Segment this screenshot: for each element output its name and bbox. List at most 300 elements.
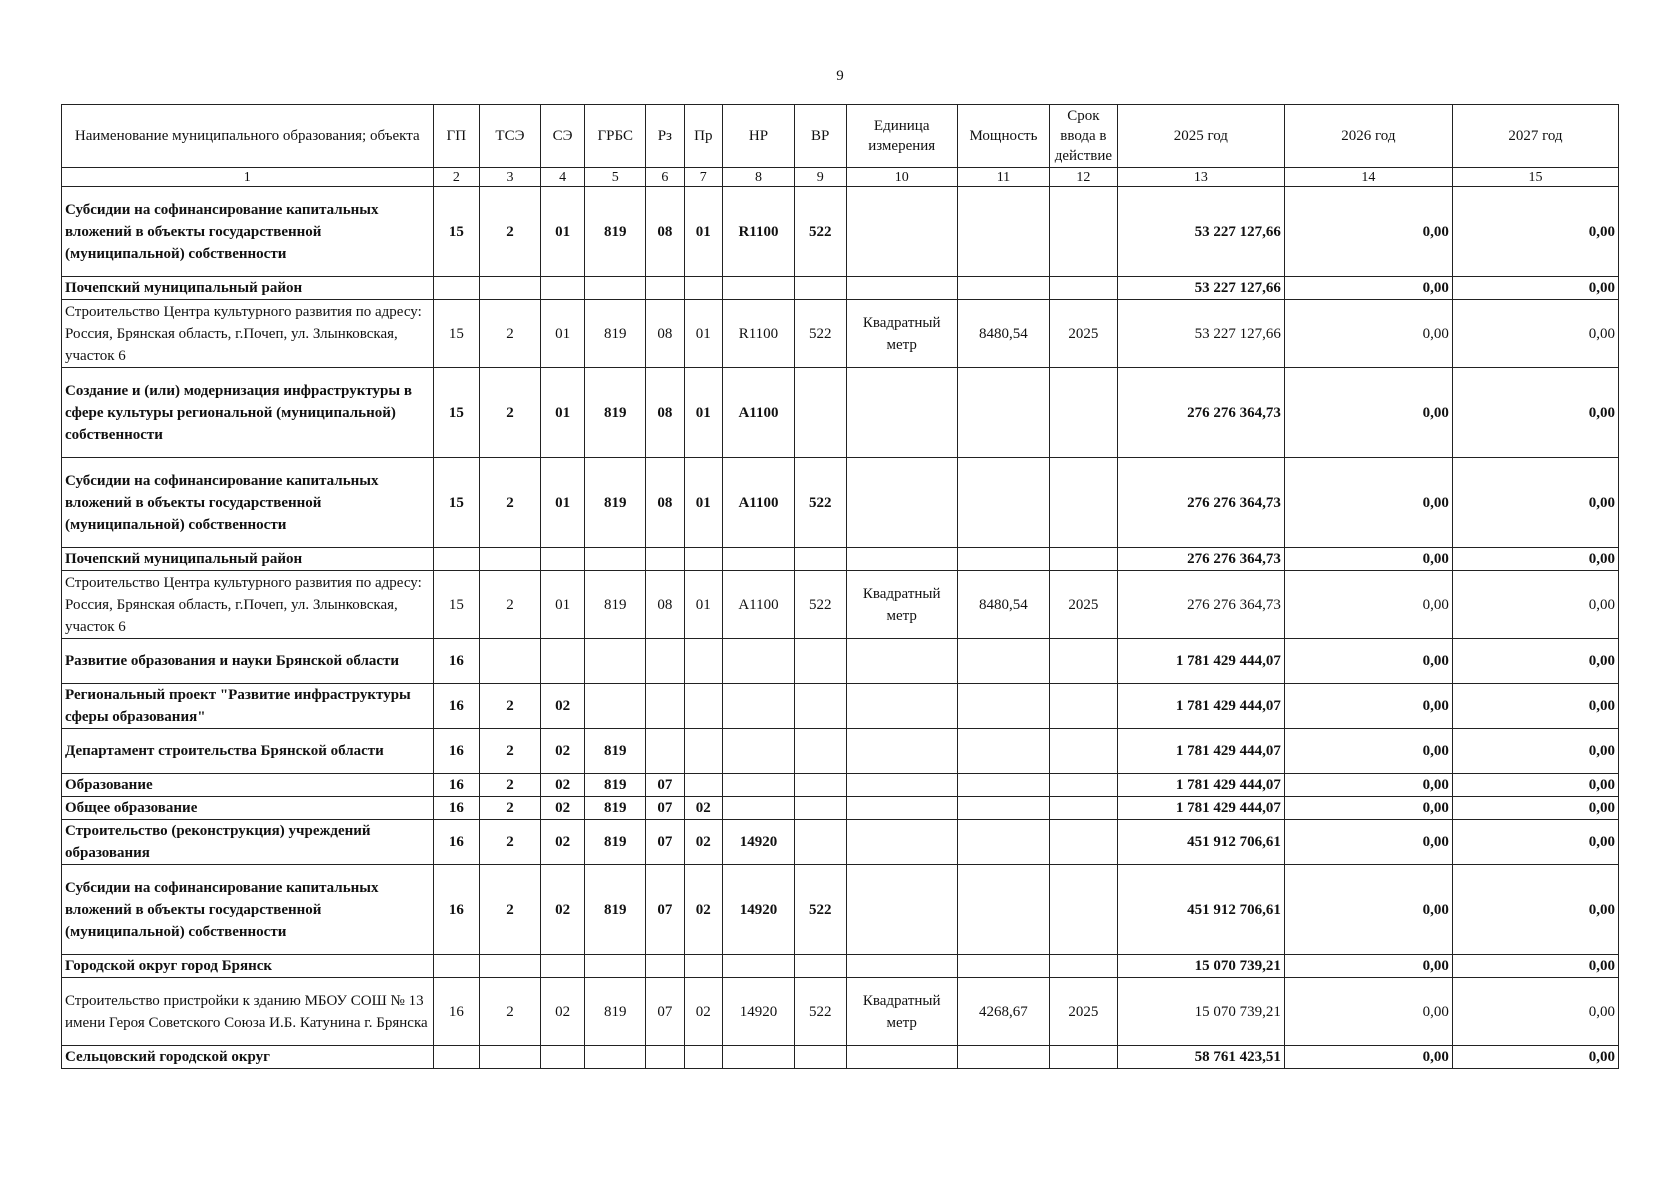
table-row bbox=[62, 955, 1619, 978]
nr-cell: 14920 bbox=[723, 978, 795, 1046]
col-number: 14 bbox=[1284, 168, 1452, 187]
pr-cell: 01 bbox=[684, 571, 722, 639]
rz-cell: 08 bbox=[646, 368, 684, 458]
amount-2027: 0,00 bbox=[1452, 978, 1618, 1046]
grbs-cell: 819 bbox=[585, 865, 646, 955]
rz-cell: 08 bbox=[646, 571, 684, 639]
amount-2025: 451 912 706,61 bbox=[1117, 865, 1284, 955]
amount-2026: 0,00 bbox=[1284, 1046, 1452, 1069]
gp-cell bbox=[433, 277, 480, 300]
amount-2027: 0,00 bbox=[1452, 820, 1618, 865]
vr-cell bbox=[794, 820, 846, 865]
amount-2027: 0,00 bbox=[1452, 865, 1618, 955]
se-cell: 01 bbox=[540, 300, 585, 368]
gp-cell: 16 bbox=[433, 684, 480, 729]
row-name: Департамент строительства Брянской области bbox=[62, 729, 434, 774]
se-cell: 01 bbox=[540, 187, 585, 277]
pr-cell bbox=[684, 548, 722, 571]
amount-2027: 0,00 bbox=[1452, 729, 1618, 774]
pr-cell bbox=[684, 774, 722, 797]
col-number: 13 bbox=[1117, 168, 1284, 187]
grbs-cell: 819 bbox=[585, 300, 646, 368]
col-header-vr: ВР bbox=[794, 105, 846, 168]
table-row bbox=[62, 820, 1619, 865]
tse-cell: 2 bbox=[480, 187, 541, 277]
se-cell: 01 bbox=[540, 368, 585, 458]
vr-cell bbox=[794, 774, 846, 797]
row-name: Образование bbox=[62, 774, 434, 797]
rz-cell: 08 bbox=[646, 458, 684, 548]
amount-2026: 0,00 bbox=[1284, 571, 1452, 639]
pr-cell: 01 bbox=[684, 368, 722, 458]
rz-cell bbox=[646, 684, 684, 729]
grbs-cell: 819 bbox=[585, 571, 646, 639]
vr-cell bbox=[794, 797, 846, 820]
gp-cell bbox=[433, 955, 480, 978]
grbs-cell: 819 bbox=[585, 458, 646, 548]
rz-cell bbox=[646, 729, 684, 774]
se-cell: 01 bbox=[540, 458, 585, 548]
power-cell bbox=[957, 774, 1049, 797]
gp-cell bbox=[433, 1046, 480, 1069]
se-cell bbox=[540, 1046, 585, 1069]
pr-cell: 02 bbox=[684, 978, 722, 1046]
col-number: 12 bbox=[1049, 168, 1117, 187]
unit-cell bbox=[846, 729, 957, 774]
col-header-power: Мощность bbox=[957, 105, 1049, 168]
power-cell: 4268,67 bbox=[957, 978, 1049, 1046]
nr-cell: A1100 bbox=[723, 368, 795, 458]
nr-cell: R1100 bbox=[723, 300, 795, 368]
se-cell: 02 bbox=[540, 797, 585, 820]
amount-2026: 0,00 bbox=[1284, 684, 1452, 729]
amount-2026: 0,00 bbox=[1284, 300, 1452, 368]
tse-cell: 2 bbox=[480, 368, 541, 458]
rz-cell: 08 bbox=[646, 187, 684, 277]
amount-2025: 276 276 364,73 bbox=[1117, 368, 1284, 458]
amount-2027: 0,00 bbox=[1452, 548, 1618, 571]
nr-cell bbox=[723, 729, 795, 774]
amount-2026: 0,00 bbox=[1284, 729, 1452, 774]
power-cell bbox=[957, 729, 1049, 774]
table-row bbox=[62, 639, 1619, 684]
se-cell bbox=[540, 639, 585, 684]
term-cell bbox=[1049, 955, 1117, 978]
grbs-cell bbox=[585, 955, 646, 978]
row-name: Субсидии на софинансирование капитальных вложений в объекты государственной (муниципальной) собственности bbox=[62, 865, 434, 955]
amount-2025: 1 781 429 444,07 bbox=[1117, 797, 1284, 820]
unit-cell bbox=[846, 820, 957, 865]
row-name: Общее образование bbox=[62, 797, 434, 820]
row-name: Строительство (реконструкция) учреждений образования bbox=[62, 820, 434, 865]
vr-cell: 522 bbox=[794, 978, 846, 1046]
amount-2027: 0,00 bbox=[1452, 684, 1618, 729]
grbs-cell: 819 bbox=[585, 368, 646, 458]
amount-2027: 0,00 bbox=[1452, 639, 1618, 684]
col-header-term: Срок ввода в действие bbox=[1049, 105, 1117, 168]
table-body bbox=[62, 187, 1619, 1069]
unit-cell: Квадратный метр bbox=[846, 978, 957, 1046]
grbs-cell bbox=[585, 548, 646, 571]
tse-cell bbox=[480, 277, 541, 300]
power-cell bbox=[957, 458, 1049, 548]
tse-cell: 2 bbox=[480, 820, 541, 865]
amount-2027: 0,00 bbox=[1452, 368, 1618, 458]
nr-cell bbox=[723, 1046, 795, 1069]
amount-2025: 1 781 429 444,07 bbox=[1117, 729, 1284, 774]
amount-2026: 0,00 bbox=[1284, 187, 1452, 277]
pr-cell bbox=[684, 639, 722, 684]
power-cell bbox=[957, 368, 1049, 458]
unit-cell bbox=[846, 277, 957, 300]
pr-cell bbox=[684, 684, 722, 729]
unit-cell bbox=[846, 548, 957, 571]
col-number: 15 bbox=[1452, 168, 1618, 187]
row-name: Субсидии на софинансирование капитальных вложений в объекты государственной (муниципальной) собственности bbox=[62, 187, 434, 277]
col-header-2026: 2026 год bbox=[1284, 105, 1452, 168]
unit-cell bbox=[846, 1046, 957, 1069]
gp-cell: 16 bbox=[433, 639, 480, 684]
term-cell bbox=[1049, 187, 1117, 277]
vr-cell bbox=[794, 277, 846, 300]
gp-cell bbox=[433, 548, 480, 571]
grbs-cell: 819 bbox=[585, 774, 646, 797]
rz-cell: 07 bbox=[646, 774, 684, 797]
col-header-pr: Пр bbox=[684, 105, 722, 168]
col-header-tse: ТСЭ bbox=[480, 105, 541, 168]
rz-cell bbox=[646, 1046, 684, 1069]
amount-2027: 0,00 bbox=[1452, 458, 1618, 548]
col-header-name: Наименование муниципального образования; объекта bbox=[62, 105, 434, 168]
term-cell: 2025 bbox=[1049, 571, 1117, 639]
vr-cell: 522 bbox=[794, 187, 846, 277]
gp-cell: 16 bbox=[433, 978, 480, 1046]
amount-2027: 0,00 bbox=[1452, 571, 1618, 639]
amount-2025: 58 761 423,51 bbox=[1117, 1046, 1284, 1069]
gp-cell: 15 bbox=[433, 458, 480, 548]
vr-cell: 522 bbox=[794, 300, 846, 368]
vr-cell bbox=[794, 548, 846, 571]
amount-2026: 0,00 bbox=[1284, 277, 1452, 300]
row-name: Создание и (или) модернизация инфраструктуры в сфере культуры региональной (муниципальной) собственности bbox=[62, 368, 434, 458]
se-cell: 02 bbox=[540, 729, 585, 774]
unit-cell: Квадратный метр bbox=[846, 571, 957, 639]
se-cell bbox=[540, 277, 585, 300]
unit-cell bbox=[846, 368, 957, 458]
amount-2025: 53 227 127,66 bbox=[1117, 277, 1284, 300]
rz-cell bbox=[646, 639, 684, 684]
pr-cell: 02 bbox=[684, 797, 722, 820]
term-cell bbox=[1049, 458, 1117, 548]
pr-cell: 01 bbox=[684, 187, 722, 277]
term-cell bbox=[1049, 774, 1117, 797]
col-number: 9 bbox=[794, 168, 846, 187]
vr-cell: 522 bbox=[794, 571, 846, 639]
tse-cell: 2 bbox=[480, 865, 541, 955]
vr-cell bbox=[794, 368, 846, 458]
gp-cell: 16 bbox=[433, 729, 480, 774]
nr-cell bbox=[723, 639, 795, 684]
row-name: Сельцовский городской округ bbox=[62, 1046, 434, 1069]
row-name: Городской округ город Брянск bbox=[62, 955, 434, 978]
power-cell: 8480,54 bbox=[957, 571, 1049, 639]
row-name: Строительство Центра культурного развития по адресу: Россия, Брянская область, г.Почеп, ул. Злынковская, участок 6 bbox=[62, 300, 434, 368]
table-row bbox=[62, 797, 1619, 820]
amount-2026: 0,00 bbox=[1284, 978, 1452, 1046]
table-row bbox=[62, 368, 1619, 458]
amount-2025: 1 781 429 444,07 bbox=[1117, 684, 1284, 729]
amount-2026: 0,00 bbox=[1284, 639, 1452, 684]
pr-cell: 02 bbox=[684, 820, 722, 865]
grbs-cell: 819 bbox=[585, 820, 646, 865]
column-number-row bbox=[62, 168, 1619, 187]
row-name: Строительство Центра культурного развития по адресу: Россия, Брянская область, г.Почеп, ул. Злынковская, участок 6 bbox=[62, 571, 434, 639]
grbs-cell: 819 bbox=[585, 978, 646, 1046]
gp-cell: 15 bbox=[433, 571, 480, 639]
table-row bbox=[62, 548, 1619, 571]
tse-cell: 2 bbox=[480, 458, 541, 548]
tse-cell: 2 bbox=[480, 774, 541, 797]
col-number: 10 bbox=[846, 168, 957, 187]
nr-cell: R1100 bbox=[723, 187, 795, 277]
vr-cell bbox=[794, 639, 846, 684]
amount-2025: 53 227 127,66 bbox=[1117, 187, 1284, 277]
grbs-cell bbox=[585, 684, 646, 729]
row-name: Строительство пристройки к зданию МБОУ СОШ № 13 имени Героя Советского Союза И.Б. Катунина г. Брянска bbox=[62, 978, 434, 1046]
grbs-cell bbox=[585, 277, 646, 300]
amount-2027: 0,00 bbox=[1452, 1046, 1618, 1069]
col-header-2027: 2027 год bbox=[1452, 105, 1618, 168]
nr-cell bbox=[723, 548, 795, 571]
table-row bbox=[62, 774, 1619, 797]
col-number: 4 bbox=[540, 168, 585, 187]
col-header-2025: 2025 год bbox=[1117, 105, 1284, 168]
power-cell bbox=[957, 797, 1049, 820]
amount-2025: 15 070 739,21 bbox=[1117, 955, 1284, 978]
unit-cell bbox=[846, 955, 957, 978]
table-row bbox=[62, 458, 1619, 548]
amount-2027: 0,00 bbox=[1452, 187, 1618, 277]
amount-2025: 1 781 429 444,07 bbox=[1117, 774, 1284, 797]
rz-cell: 07 bbox=[646, 797, 684, 820]
unit-cell bbox=[846, 865, 957, 955]
rz-cell: 08 bbox=[646, 300, 684, 368]
se-cell: 02 bbox=[540, 820, 585, 865]
vr-cell bbox=[794, 684, 846, 729]
vr-cell: 522 bbox=[794, 865, 846, 955]
term-cell bbox=[1049, 729, 1117, 774]
amount-2026: 0,00 bbox=[1284, 458, 1452, 548]
se-cell bbox=[540, 548, 585, 571]
term-cell bbox=[1049, 548, 1117, 571]
table-row bbox=[62, 571, 1619, 639]
table-row bbox=[62, 865, 1619, 955]
amount-2027: 0,00 bbox=[1452, 774, 1618, 797]
rz-cell: 07 bbox=[646, 865, 684, 955]
unit-cell bbox=[846, 458, 957, 548]
tse-cell bbox=[480, 1046, 541, 1069]
row-name: Региональный проект "Развитие инфраструктуры сферы образования" bbox=[62, 684, 434, 729]
amount-2027: 0,00 bbox=[1452, 300, 1618, 368]
pr-cell: 01 bbox=[684, 458, 722, 548]
tse-cell bbox=[480, 548, 541, 571]
term-cell bbox=[1049, 865, 1117, 955]
term-cell: 2025 bbox=[1049, 300, 1117, 368]
grbs-cell: 819 bbox=[585, 187, 646, 277]
col-number: 6 bbox=[646, 168, 684, 187]
col-header-grbs: ГРБС bbox=[585, 105, 646, 168]
se-cell: 02 bbox=[540, 865, 585, 955]
power-cell bbox=[957, 277, 1049, 300]
row-name: Развитие образования и науки Брянской области bbox=[62, 639, 434, 684]
row-name: Почепский муниципальный район bbox=[62, 277, 434, 300]
col-number: 11 bbox=[957, 168, 1049, 187]
rz-cell bbox=[646, 548, 684, 571]
grbs-cell bbox=[585, 1046, 646, 1069]
pr-cell: 02 bbox=[684, 865, 722, 955]
nr-cell bbox=[723, 774, 795, 797]
tse-cell bbox=[480, 955, 541, 978]
vr-cell bbox=[794, 955, 846, 978]
gp-cell: 16 bbox=[433, 820, 480, 865]
pr-cell bbox=[684, 729, 722, 774]
amount-2026: 0,00 bbox=[1284, 774, 1452, 797]
amount-2026: 0,00 bbox=[1284, 820, 1452, 865]
unit-cell bbox=[846, 797, 957, 820]
power-cell bbox=[957, 955, 1049, 978]
row-name: Субсидии на софинансирование капитальных вложений в объекты государственной (муниципальной) собственности bbox=[62, 458, 434, 548]
table-row bbox=[62, 684, 1619, 729]
col-header-gp: ГП bbox=[433, 105, 480, 168]
power-cell bbox=[957, 865, 1049, 955]
unit-cell bbox=[846, 684, 957, 729]
col-header-se: СЭ bbox=[540, 105, 585, 168]
gp-cell: 15 bbox=[433, 187, 480, 277]
term-cell bbox=[1049, 639, 1117, 684]
col-number: 7 bbox=[684, 168, 722, 187]
term-cell bbox=[1049, 277, 1117, 300]
unit-cell bbox=[846, 187, 957, 277]
grbs-cell: 819 bbox=[585, 729, 646, 774]
rz-cell: 07 bbox=[646, 978, 684, 1046]
term-cell: 2025 bbox=[1049, 978, 1117, 1046]
amount-2025: 276 276 364,73 bbox=[1117, 548, 1284, 571]
col-header-rz: Рз bbox=[646, 105, 684, 168]
unit-cell: Квадратный метр bbox=[846, 300, 957, 368]
power-cell bbox=[957, 1046, 1049, 1069]
table-row bbox=[62, 300, 1619, 368]
vr-cell bbox=[794, 729, 846, 774]
grbs-cell bbox=[585, 639, 646, 684]
tse-cell: 2 bbox=[480, 729, 541, 774]
amount-2025: 451 912 706,61 bbox=[1117, 820, 1284, 865]
col-header-unit: Единица измерения bbox=[846, 105, 957, 168]
gp-cell: 16 bbox=[433, 797, 480, 820]
term-cell bbox=[1049, 684, 1117, 729]
power-cell bbox=[957, 684, 1049, 729]
unit-cell bbox=[846, 639, 957, 684]
se-cell: 02 bbox=[540, 978, 585, 1046]
page-number: 9 bbox=[836, 68, 844, 84]
vr-cell bbox=[794, 1046, 846, 1069]
nr-cell bbox=[723, 797, 795, 820]
nr-cell: 14920 bbox=[723, 820, 795, 865]
tse-cell: 2 bbox=[480, 797, 541, 820]
nr-cell bbox=[723, 277, 795, 300]
col-number: 3 bbox=[480, 168, 541, 187]
gp-cell: 15 bbox=[433, 368, 480, 458]
pr-cell bbox=[684, 955, 722, 978]
unit-cell bbox=[846, 774, 957, 797]
table-row bbox=[62, 187, 1619, 277]
nr-cell: 14920 bbox=[723, 865, 795, 955]
pr-cell: 01 bbox=[684, 300, 722, 368]
amount-2025: 53 227 127,66 bbox=[1117, 300, 1284, 368]
term-cell bbox=[1049, 820, 1117, 865]
row-name: Почепский муниципальный район bbox=[62, 548, 434, 571]
rz-cell bbox=[646, 277, 684, 300]
col-header-nr: НР bbox=[723, 105, 795, 168]
power-cell bbox=[957, 820, 1049, 865]
table-row bbox=[62, 729, 1619, 774]
amount-2026: 0,00 bbox=[1284, 368, 1452, 458]
amount-2025: 276 276 364,73 bbox=[1117, 458, 1284, 548]
grbs-cell: 819 bbox=[585, 797, 646, 820]
amount-2026: 0,00 bbox=[1284, 548, 1452, 571]
term-cell bbox=[1049, 1046, 1117, 1069]
amount-2025: 276 276 364,73 bbox=[1117, 571, 1284, 639]
amount-2026: 0,00 bbox=[1284, 797, 1452, 820]
rz-cell: 07 bbox=[646, 820, 684, 865]
budget-table bbox=[61, 104, 1619, 1069]
amount-2026: 0,00 bbox=[1284, 955, 1452, 978]
power-cell bbox=[957, 187, 1049, 277]
nr-cell: A1100 bbox=[723, 571, 795, 639]
se-cell: 02 bbox=[540, 774, 585, 797]
col-number: 8 bbox=[723, 168, 795, 187]
tse-cell: 2 bbox=[480, 684, 541, 729]
se-cell: 01 bbox=[540, 571, 585, 639]
nr-cell bbox=[723, 955, 795, 978]
amount-2027: 0,00 bbox=[1452, 955, 1618, 978]
vr-cell: 522 bbox=[794, 458, 846, 548]
tse-cell: 2 bbox=[480, 978, 541, 1046]
gp-cell: 15 bbox=[433, 300, 480, 368]
table-row bbox=[62, 277, 1619, 300]
tse-cell: 2 bbox=[480, 300, 541, 368]
header-row bbox=[62, 105, 1619, 168]
se-cell bbox=[540, 955, 585, 978]
col-number: 1 bbox=[62, 168, 434, 187]
power-cell: 8480,54 bbox=[957, 300, 1049, 368]
table-row bbox=[62, 978, 1619, 1046]
term-cell bbox=[1049, 368, 1117, 458]
pr-cell bbox=[684, 1046, 722, 1069]
rz-cell bbox=[646, 955, 684, 978]
term-cell bbox=[1049, 797, 1117, 820]
gp-cell: 16 bbox=[433, 774, 480, 797]
amount-2027: 0,00 bbox=[1452, 797, 1618, 820]
tse-cell: 2 bbox=[480, 571, 541, 639]
pr-cell bbox=[684, 277, 722, 300]
nr-cell: A1100 bbox=[723, 458, 795, 548]
gp-cell: 16 bbox=[433, 865, 480, 955]
col-number: 2 bbox=[433, 168, 480, 187]
nr-cell bbox=[723, 684, 795, 729]
table-row bbox=[62, 1046, 1619, 1069]
amount-2026: 0,00 bbox=[1284, 865, 1452, 955]
amount-2025: 1 781 429 444,07 bbox=[1117, 639, 1284, 684]
